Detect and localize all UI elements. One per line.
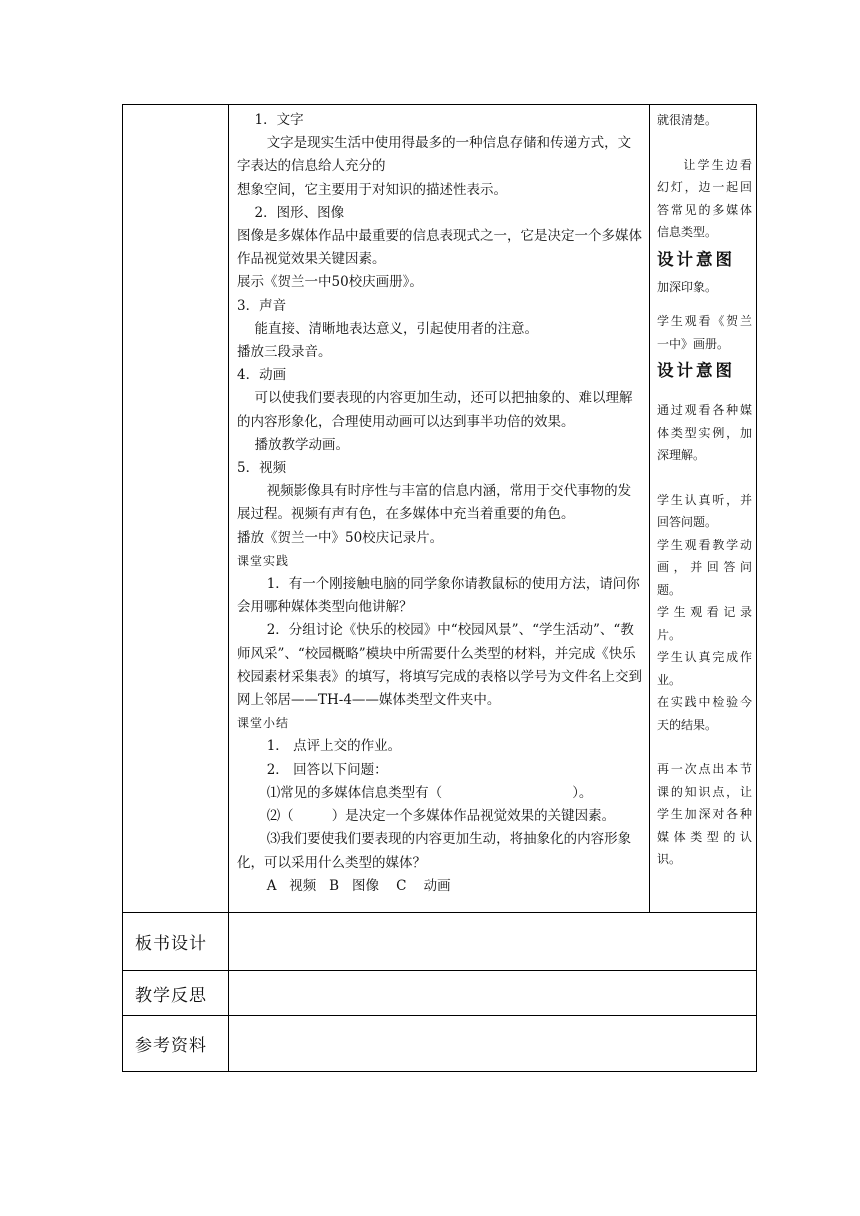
board-design-row: [123, 913, 757, 971]
note-2: 让学生边看幻灯，边一起回答常见的多媒体信息类型。: [657, 157, 752, 239]
design-notes-cell: [650, 105, 757, 913]
reflection-label: 教学反思: [123, 971, 229, 1016]
references-cell: [229, 1016, 757, 1072]
design-intent-heading-2: 设计意图: [657, 361, 735, 380]
lesson-plan-table: [122, 104, 757, 1072]
text-paragraph-cont: 想象空间，它主要用于对知识的描述性表示。: [237, 181, 507, 198]
spacer: [657, 298, 752, 310]
summary-item-1: 1． 点评上交的作业。: [266, 738, 402, 755]
references-label: 参考资料: [123, 1016, 229, 1072]
design-intent-heading-1: 设计意图: [657, 249, 735, 269]
spacer: [657, 132, 752, 154]
image-activity: 展示《贺兰一中50校庆画册》。: [237, 274, 423, 291]
note-11: 再一次点出本节课的知识点，让学生加深对各种媒体类型的认识。: [657, 762, 752, 866]
heading-image: 2．图形、图像: [254, 204, 345, 221]
note-8: 学生观看记录片。: [657, 605, 752, 642]
section-practice: 课堂实践: [237, 553, 290, 568]
reflection-row: [123, 971, 757, 1016]
teaching-content-cell: [229, 105, 650, 913]
note-9: 学生认真完成作业。: [657, 650, 752, 687]
row-label-empty-cell: [123, 105, 229, 913]
note-1: 就很清楚。: [657, 113, 718, 127]
heading-video: 5．视频: [237, 460, 287, 477]
question-1: [237, 782, 643, 805]
practice-item-1: 1．有一个刚接触电脑的同学象你请教鼠标的使用方法，请问你会用哪种媒体类型向他讲解？: [237, 576, 640, 616]
heading-animation: 4．动画: [237, 367, 287, 384]
sound-activity: 播放三段录音。: [237, 344, 332, 361]
video-activity: 播放《贺兰一中》50校庆记录片。: [237, 529, 444, 546]
image-paragraph: 图像是多媒体作品中最重要的信息表现式之一，它是决定一个多媒体作品视觉效果关键因素。: [237, 228, 642, 268]
heading-text: 1．文字: [254, 112, 304, 128]
question-3-options: A 视频 B 图像 C 动画: [266, 877, 451, 894]
note-10: 在实践中检验今天的结果。: [657, 695, 752, 732]
teaching-process-row: [123, 105, 757, 913]
sound-paragraph: 能直接、清晰地表达意义，引起使用者的注意。: [254, 320, 539, 337]
practice-item-2: 2．分组讨论《快乐的校园》中“校园风景”、“学生活动”、“教师风采”、“校园概略”模块中所需要什么类型的材料，并完成《快乐校园素材采集表》的填写，将填写完成的表格以学号为文件名上交到网上邻居——TH-4——媒体类型文件夹中。: [237, 622, 642, 709]
summary-item-2: 2． 回答以下问题：: [266, 761, 388, 778]
reflection-cell: [229, 971, 757, 1016]
note-4: 学生观看《贺兰一中》画册。: [657, 314, 752, 351]
note-3: 加深印象。: [657, 279, 718, 294]
spacer: [657, 387, 752, 399]
note-5: 通过观看各种媒体类型实例，加深理解。: [657, 403, 752, 462]
question-1-end: ）。: [572, 784, 593, 801]
spacer: [657, 467, 752, 489]
spacer: [657, 736, 752, 758]
question-2-start: ⑵（: [266, 808, 294, 825]
question-1-start: ⑴常见的多媒体信息类型有（: [266, 784, 443, 801]
question-2-end: ）是决定一个多媒体作品视觉效果的关键因素。: [331, 808, 616, 825]
question-3: ⑶我们要使我们要表现的内容更加生动，将抽象化的内容形象化，可以采用什么类型的媒体？: [237, 831, 632, 871]
question-2: [237, 805, 643, 828]
animation-activity: 播放教学动画。: [254, 436, 350, 453]
board-design-cell: [229, 913, 757, 971]
text-paragraph: 文字是现实生活中使用得最多的一种信息存储和传递方式，文字表达的信息给人充分的: [237, 135, 632, 175]
note-7: 学生观看教学动画，并回答问题。: [657, 537, 752, 597]
animation-paragraph: 可以使我们要表现的内容更加生动，还可以把抽象的、难以理解的内容形象化，合理使用动画可以达到事半功倍的效果。: [237, 390, 633, 430]
references-row: [123, 1016, 757, 1072]
board-design-label: 板书设计: [123, 913, 229, 971]
heading-sound: 3．声音: [237, 297, 287, 314]
video-paragraph: 视频影像具有时序性与丰富的信息内涵，常用于交代事物的发展过程。视频有声有色，在多媒体中充当着重要的角色。: [237, 483, 632, 523]
section-summary: 课堂小结: [237, 716, 290, 731]
note-6: 学生认真听，并回答问题。: [657, 492, 752, 529]
